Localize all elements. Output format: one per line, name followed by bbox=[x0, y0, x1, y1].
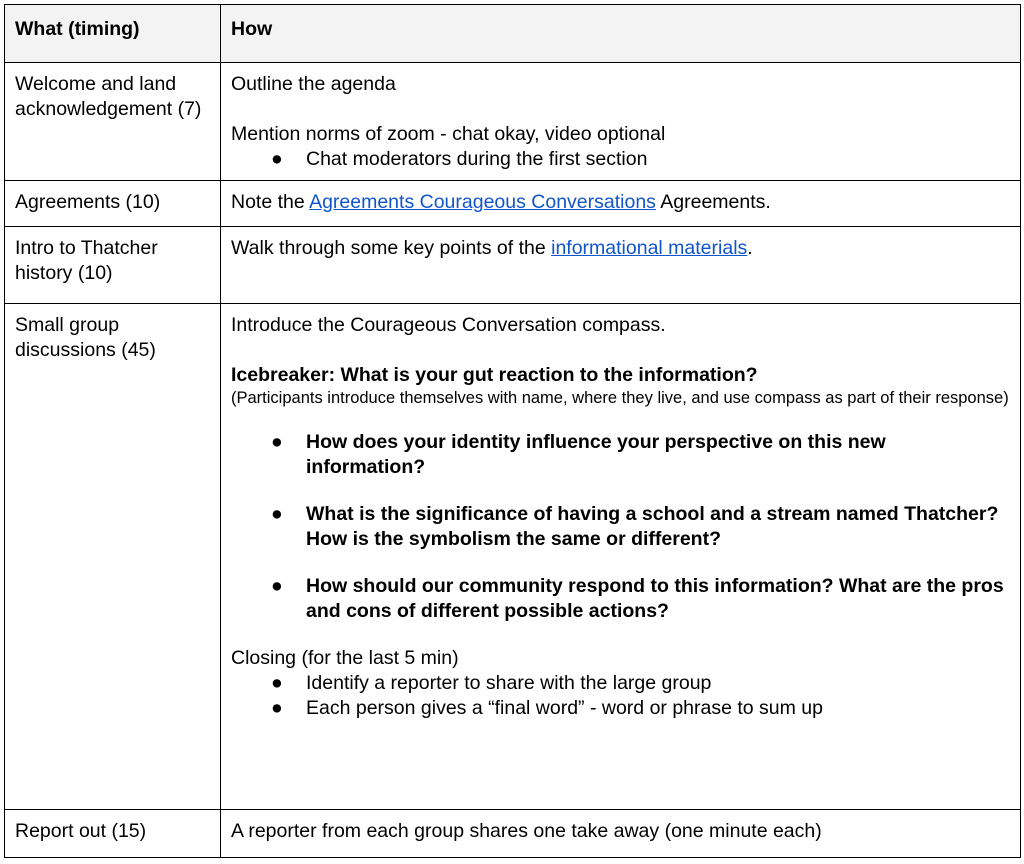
agenda-table bbox=[4, 4, 1021, 858]
how-cell bbox=[221, 180, 1021, 226]
bullet-icon: ● bbox=[271, 503, 283, 526]
bullet-list bbox=[231, 147, 1010, 172]
agreements-link[interactable]: Agreements Courageous Conversations bbox=[309, 190, 656, 213]
header-how: How bbox=[221, 5, 1021, 63]
what-cell: Report out (15) bbox=[5, 809, 221, 857]
icebreaker-note: (Participants introduce themselves with name, where they live, and use compass as part of their response) bbox=[231, 389, 1009, 408]
how-text: Closing (for the last 5 min) bbox=[231, 647, 459, 670]
table-row bbox=[5, 809, 1021, 857]
how-text: . bbox=[747, 237, 753, 260]
informational-materials-link[interactable]: informational materials bbox=[551, 237, 748, 260]
bullet-icon: ● bbox=[271, 697, 283, 720]
list-item-text: How should our community respond to this information? What are the pros and cons of different possible actions? bbox=[306, 575, 1004, 623]
how-text: Note the bbox=[231, 190, 310, 213]
list-item-text: What is the significance of having a school and a stream named Thatcher? How is the symbolism the same or different? bbox=[306, 503, 999, 551]
bullet-icon: ● bbox=[271, 147, 283, 170]
list-item-text: How does your identity influence your perspective on this new information? bbox=[306, 431, 886, 479]
how-text: Mention norms of zoom - chat okay, video optional bbox=[231, 122, 666, 145]
list-item bbox=[231, 671, 1010, 696]
question-list bbox=[231, 430, 1010, 624]
how-text: Walk through some key points of the bbox=[231, 237, 552, 260]
what-cell: Welcome and land acknowledgement (7) bbox=[5, 62, 221, 180]
list-item-text: Identify a reporter to share with the large group bbox=[306, 672, 712, 695]
bullet-icon: ● bbox=[271, 431, 283, 454]
bullet-icon: ● bbox=[271, 672, 283, 695]
what-cell: Intro to Thatcher history (10) bbox=[5, 227, 221, 304]
table-row bbox=[5, 227, 1021, 304]
icebreaker-heading: Icebreaker: What is your gut reaction to the information? bbox=[231, 364, 758, 387]
table-row bbox=[5, 180, 1021, 226]
header-what: What (timing) bbox=[5, 5, 221, 63]
what-cell: Agreements (10) bbox=[5, 180, 221, 226]
table-row bbox=[5, 62, 1021, 180]
how-text: Introduce the Courageous Conversation compass. bbox=[231, 314, 666, 337]
list-item bbox=[231, 502, 1010, 552]
list-item-text: Chat moderators during the first section bbox=[306, 147, 648, 170]
table-header-row bbox=[5, 5, 1021, 63]
list-item bbox=[231, 430, 1010, 480]
list-item bbox=[231, 574, 1010, 624]
how-text: Outline the agenda bbox=[231, 72, 396, 95]
how-cell: A reporter from each group shares one take away (one minute each) bbox=[221, 809, 1021, 857]
table-row bbox=[5, 304, 1021, 809]
list-item bbox=[231, 696, 1010, 721]
how-cell bbox=[221, 227, 1021, 304]
list-item bbox=[231, 147, 1010, 172]
how-cell bbox=[221, 62, 1021, 180]
what-cell: Small group discussions (45) bbox=[5, 304, 221, 809]
list-item-text: Each person gives a “final word” - word or phrase to sum up bbox=[306, 697, 823, 720]
bullet-list bbox=[231, 671, 1010, 721]
bullet-icon: ● bbox=[271, 575, 283, 598]
how-text: Agreements. bbox=[655, 190, 771, 213]
how-cell bbox=[221, 304, 1021, 809]
